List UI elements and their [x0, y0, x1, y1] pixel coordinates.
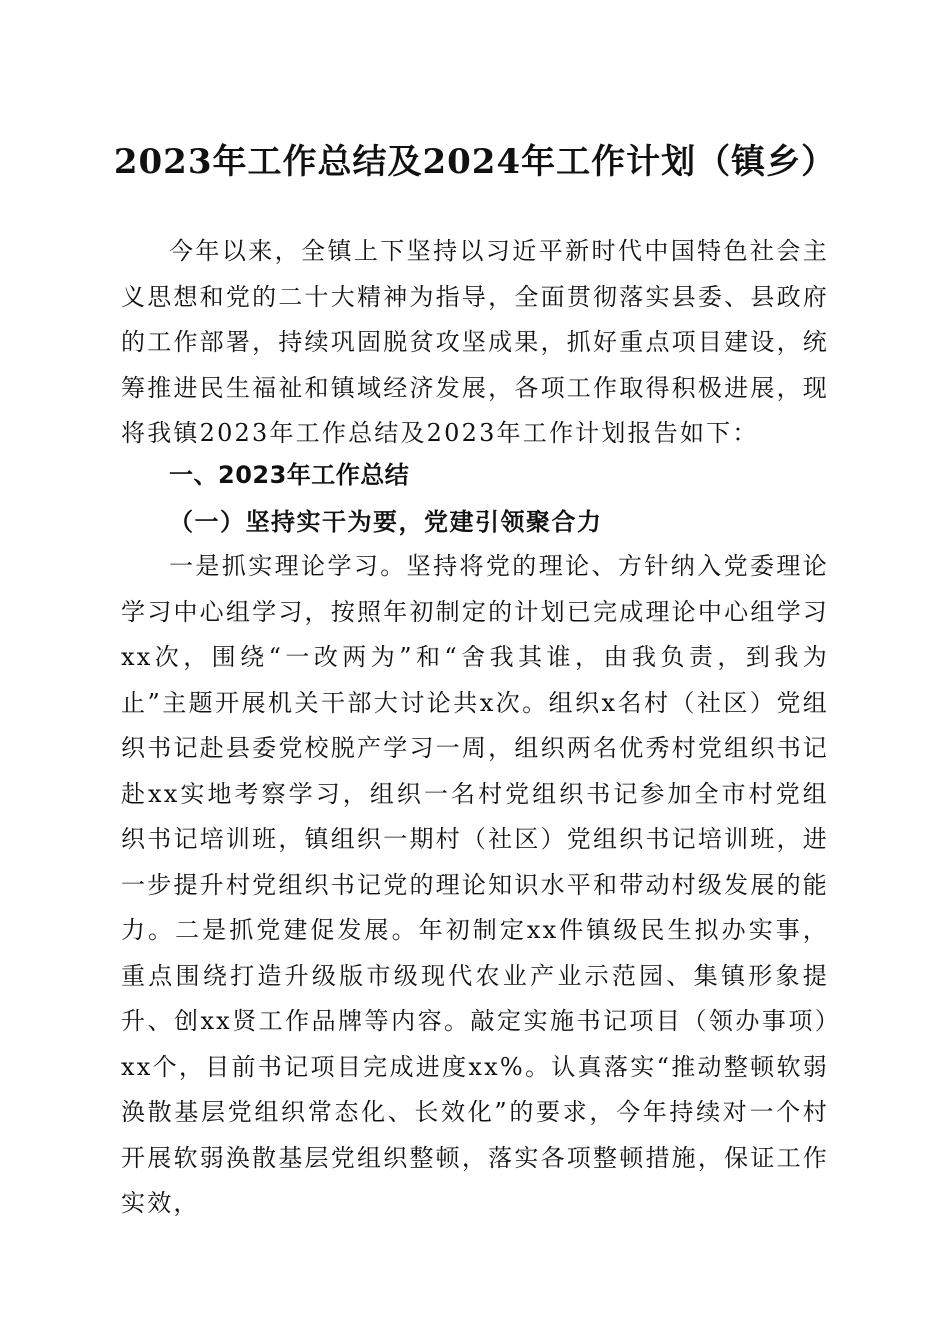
section-heading: 一、2023年工作总结: [169, 461, 410, 489]
subsection-heading: （一）坚持实干为要，党建引领聚合力: [169, 507, 603, 536]
document-title: 2023年工作总结及2024年工作计划（镇乡）: [113, 142, 837, 182]
main-paragraph: 一是抓实理论学习。坚持将党的理论、方针纳入党委理论学习中心组学习，按照年初制定的计划已完成理论中心组学习xx次，围绕“一改两为”和“舍我其谁，由我负责，到我为止”主题开展机关干部大讨论共x次。组织x名村（社区）党组织书记赴县委党校脱产学习一周，组织两名优秀村党组织书记赴xx实地考察学习，组织一名村党组织书记参加全市村党组织书记培训班，镇组织一期村（社区）党组织书记培训班，进一步提升村党组织书记党的理论知识水平和带动村级发展的能力。二是抓党建促发展。年初制定xx件镇级民生拟办实事，重点围绕打造升级版市级现代农业产业示范园、集镇形象提升、创xx贤工作品牌等内容。敲定实施书记项目（领办事项）xx个，目前书记项目完成进度xx%。认真落实“推动整顿软弱涣散基层党组织常态化、长效化”的要求，今年持续对一个村开展软弱涣散基层党组织整顿，落实各项整顿措施，保证工作实效，: [121, 552, 829, 1217]
intro-paragraph: 今年以来，全镇上下坚持以习近平新时代中国特色社会主义思想和党的二十大精神为指导，全面贯彻落实县委、县政府的工作部署，持续巩固脱贫攻坚成果，抓好重点项目建设，统筹推进民生福祉和镇域经济发展，各项工作取得积极进展，现将我镇2023年工作总结及2023年工作计划报告如下：: [121, 237, 829, 447]
